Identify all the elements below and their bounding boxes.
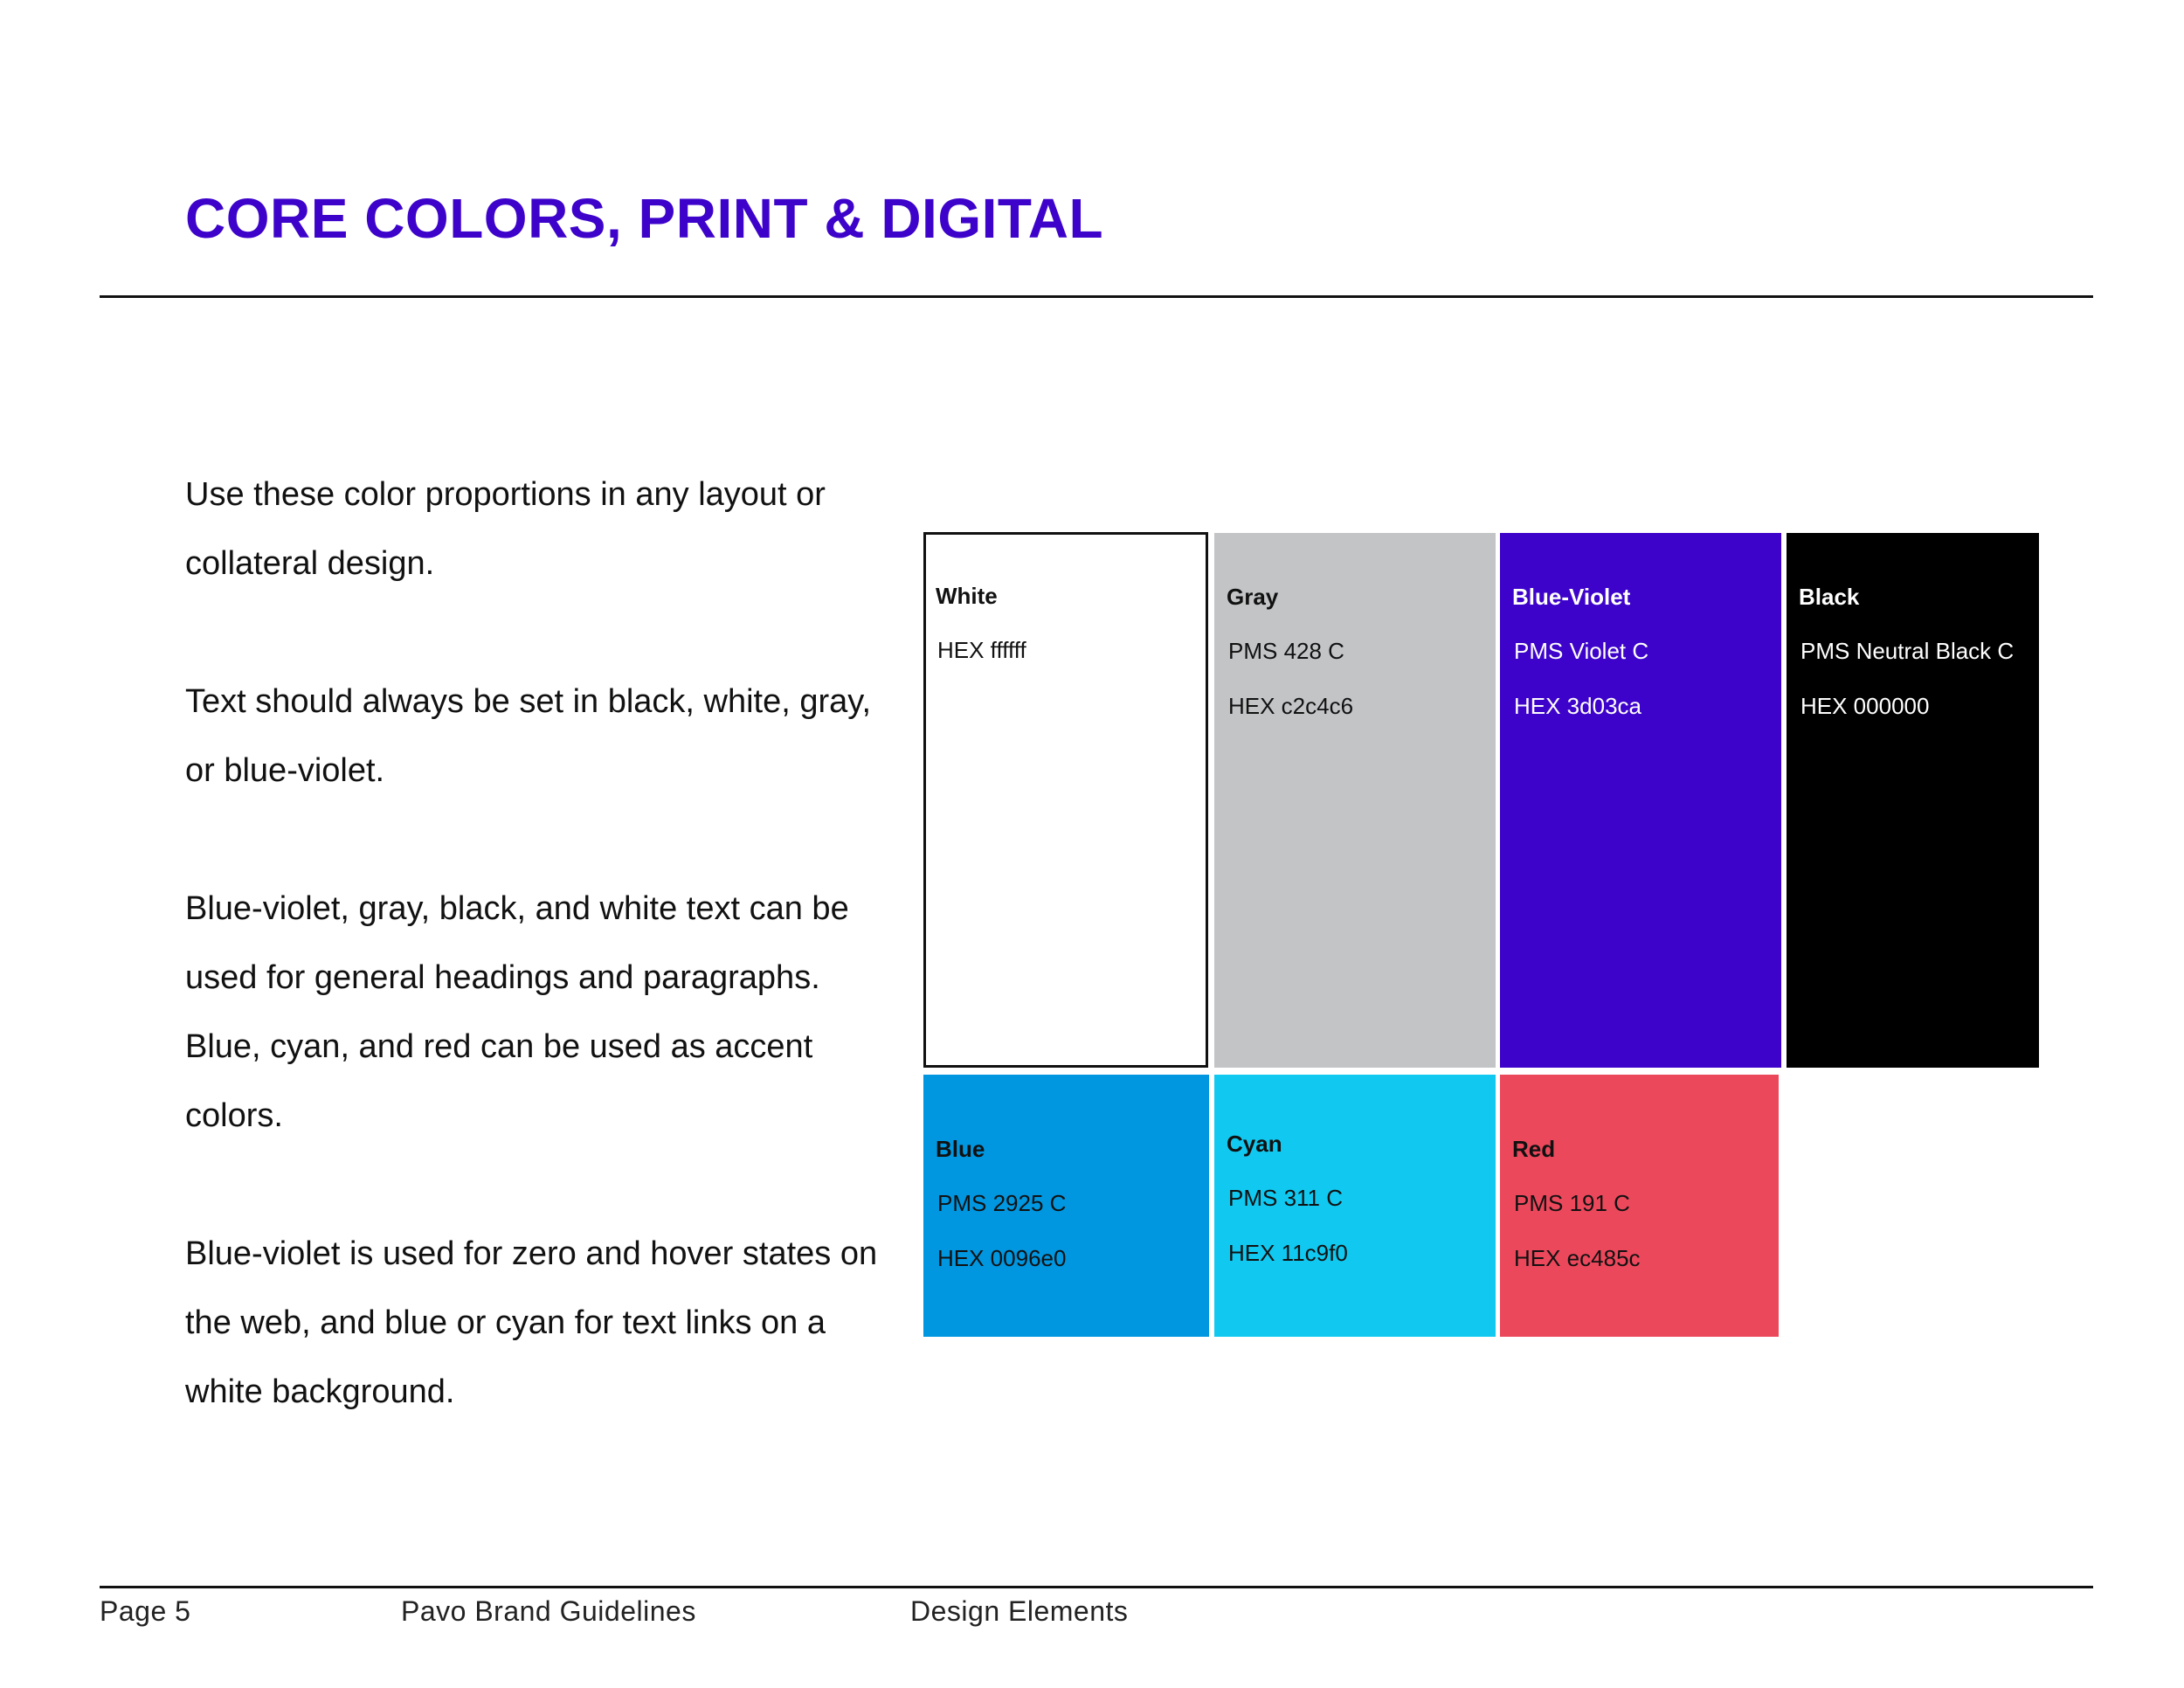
footer-section-title: Design Elements bbox=[910, 1595, 1129, 1627]
intro-paragraph: Blue-violet is used for zero and hover states on the web, and blue or cyan for text links on a white background. bbox=[185, 1235, 878, 1410]
swatch-black bbox=[1787, 533, 2039, 1068]
footer-divider bbox=[100, 1586, 2093, 1588]
swatch-hex: HEX 000000 bbox=[1800, 693, 1930, 719]
footer-document-title: Pavo Brand Guidelines bbox=[401, 1595, 696, 1627]
swatch-white bbox=[923, 532, 1208, 1068]
swatch-pms: PMS Violet C bbox=[1514, 638, 1649, 664]
swatch-pms: PMS Neutral Black C bbox=[1800, 638, 2015, 664]
swatch-pms: PMS 428 C bbox=[1228, 638, 1344, 664]
swatch-name: Blue bbox=[936, 1136, 985, 1162]
intro-paragraph: Text should always be set in black, white, gray, or blue-violet. bbox=[185, 683, 872, 789]
swatch-red bbox=[1500, 1075, 1779, 1337]
swatch-name: Gray bbox=[1227, 584, 1279, 610]
swatch-hex: HEX 0096e0 bbox=[937, 1245, 1067, 1271]
swatch-blue-violet bbox=[1500, 533, 1781, 1068]
swatch-name: Cyan bbox=[1227, 1131, 1282, 1157]
header-divider bbox=[100, 295, 2093, 298]
swatch-pms: PMS 191 C bbox=[1514, 1190, 1630, 1216]
page-title: CORE COLORS, PRINT & DIGITAL bbox=[185, 187, 1104, 250]
intro-paragraph: Use these color proportions in any layout or collateral design. bbox=[185, 476, 826, 582]
swatch-pms: PMS 2925 C bbox=[937, 1190, 1067, 1216]
swatch-name: Black bbox=[1799, 584, 1860, 610]
swatch-name: Red bbox=[1512, 1136, 1556, 1162]
swatch-pms: PMS 311 C bbox=[1228, 1185, 1344, 1211]
swatch-gray bbox=[1214, 533, 1496, 1068]
swatch-cyan bbox=[1214, 1075, 1496, 1337]
footer-page-number: Page 5 bbox=[100, 1595, 191, 1627]
swatch-hex: HEX c2c4c6 bbox=[1228, 693, 1354, 719]
swatch-blue bbox=[923, 1075, 1209, 1337]
intro-paragraph: Blue-violet, gray, black, and white text can be used for general headings and paragraphs. Blue, cyan, and red can be used as accent colors. bbox=[185, 890, 849, 1134]
swatch-hex: HEX ec485c bbox=[1514, 1245, 1641, 1271]
swatch-name: Blue-Violet bbox=[1512, 584, 1631, 610]
swatch-hex: HEX 11c9f0 bbox=[1228, 1240, 1348, 1266]
intro-text bbox=[185, 460, 884, 1427]
swatch-name: White bbox=[936, 583, 998, 609]
swatch-hex: HEX ffffff bbox=[937, 637, 1026, 663]
swatch-hex: HEX 3d03ca bbox=[1514, 693, 1641, 719]
